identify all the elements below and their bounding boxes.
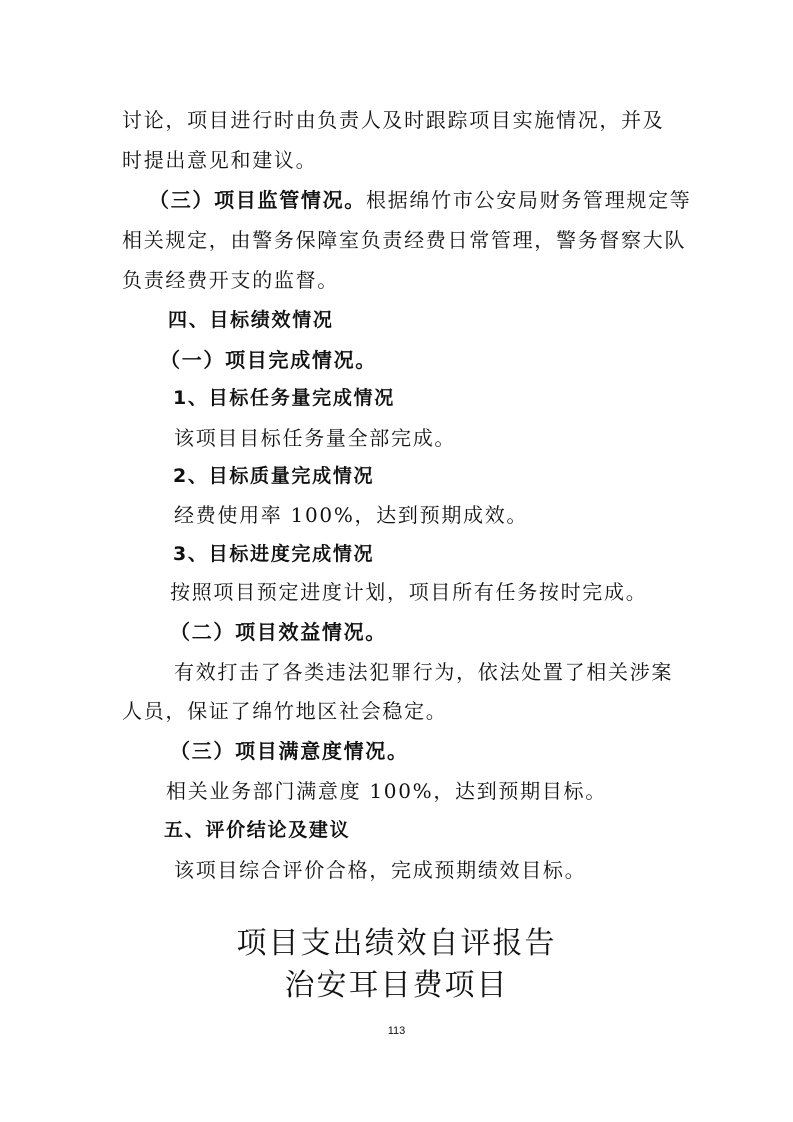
report-title: 项目支出绩效自评报告 (236, 926, 557, 961)
paragraph-line: 相关业务部门满意度 100%，达到预期目标。 (166, 779, 607, 803)
paragraph-line: 相关规定，由警务保障室负责经费日常管理，警务督察大队 (122, 228, 687, 252)
section-3-heading: （三）项目监管情况。 (149, 188, 366, 212)
paragraph-line: 负责经费开支的监督。 (122, 268, 339, 292)
paragraph-line: 时提出意见和建议。 (122, 148, 318, 172)
item-heading: 3、目标进度完成情况 (173, 543, 375, 565)
report-subtitle: 治安耳目费项目 (284, 968, 509, 1003)
section-3-text: 根据绵竹市公安局财务管理规定等 (366, 188, 692, 212)
item-text: 经费使用率 100%，达到预期成效。 (174, 503, 529, 527)
item-text: 该项目目标任务量全部完成。 (174, 426, 457, 450)
paragraph-line: 该项目综合评价合格，完成预期绩效目标。 (174, 858, 587, 882)
item-heading: 1、目标任务量完成情况 (173, 387, 395, 409)
item-heading: 2、目标质量完成情况 (173, 465, 375, 487)
paragraph-line: 讨论，项目进行时由负责人及时跟踪项目实施情况，并及 (122, 108, 665, 132)
paragraph-line: 人员，保证了绵竹地区社会稳定。 (122, 699, 448, 723)
subsection-heading: （二）项目效益情况。 (170, 620, 387, 644)
subsection-heading: （三）项目满意度情况。 (170, 739, 409, 763)
item-text: 按照项目预定进度计划，项目所有任务按时完成。 (170, 580, 648, 604)
section-4-heading: 四、目标绩效情况 (168, 309, 334, 331)
subsection-heading: （一）项目完成情况。 (160, 348, 377, 372)
paragraph-line: 有效打击了各类违法犯罪行为，依法处置了相关涉案 (174, 660, 674, 684)
section-5-heading: 五、评价结论及建议 (164, 819, 351, 841)
page-number: 113 (387, 1025, 406, 1037)
section-3-paragraph (149, 186, 692, 214)
